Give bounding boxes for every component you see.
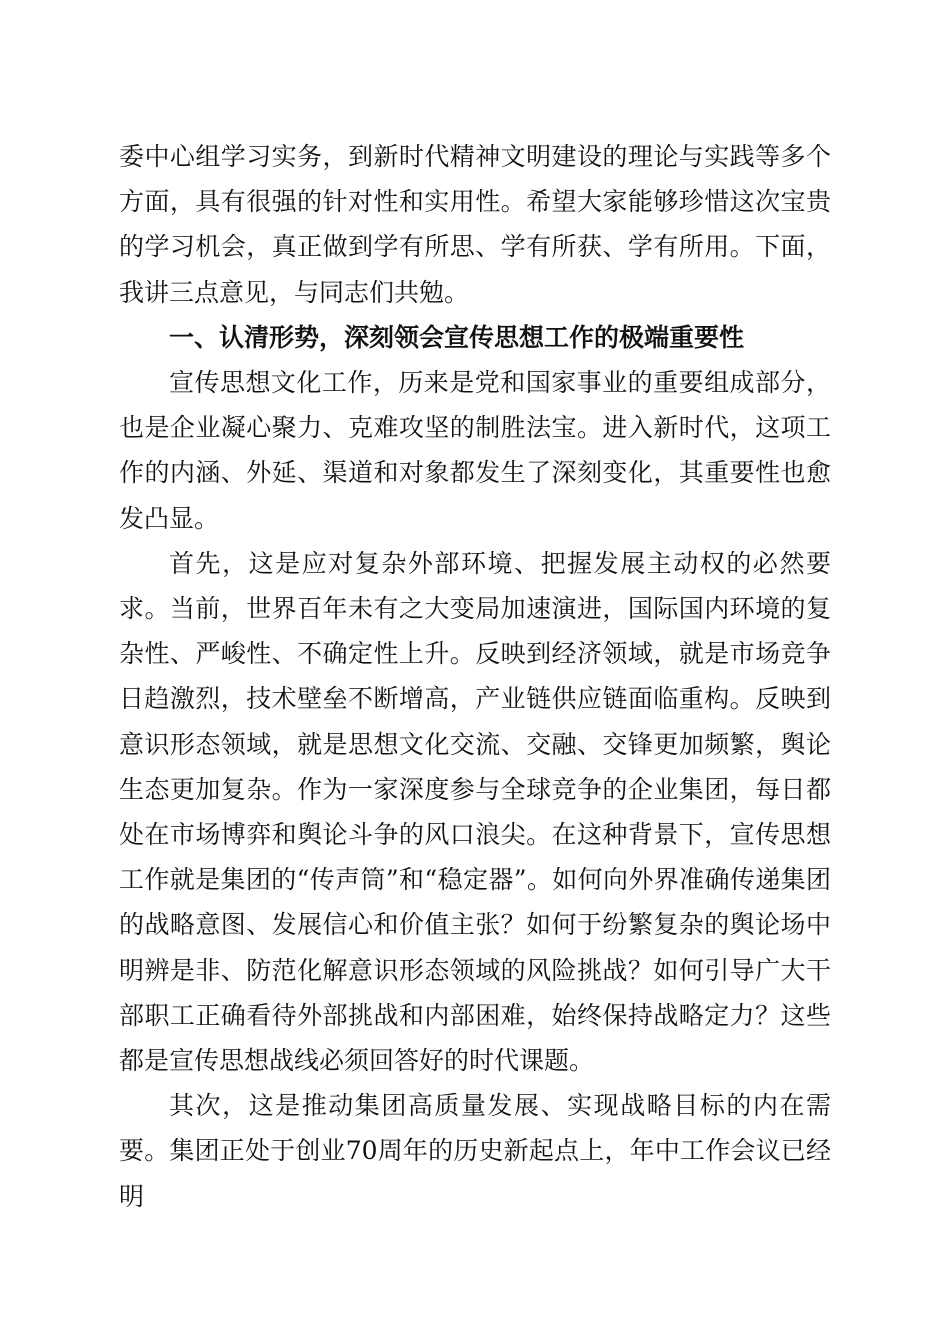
paragraph-second-point: 其次，这是推动集团高质量发展、实现战略目标的内在需要。集团正处于创业70周年的历史新起点上，年中工作会议已经明 bbox=[119, 1091, 831, 1211]
section-heading: 一、认清形势，深刻领会宣传思想工作的极端重要性 bbox=[169, 322, 745, 352]
paragraph-intro: 宣传思想文化工作，历来是党和国家事业的重要组成部分，也是企业凝心聚力、克难攻坚的制胜法宝。进入新时代，这项工作的内涵、外延、渠道和对象都发生了深刻变化，其重要性也愈发凸显。 bbox=[119, 368, 831, 533]
document-body bbox=[119, 134, 831, 1219]
paragraph-continuation: 委中心组学习实务，到新时代精神文明建设的理论与实践等多个方面，具有很强的针对性和实用性。希望大家能够珍惜这次宝贵的学习机会，真正做到学有所思、学有所获、学有所用。下面，我讲三点意见，与同志们共勉。 bbox=[119, 142, 831, 307]
paragraph-first-point: 首先，这是应对复杂外部环境、把握发展主动权的必然要求。当前，世界百年未有之大变局加速演进，国际国内环境的复杂性、严峻性、不确定性上升。反映到经济领域，就是市场竞争日趋激烈，技术壁垒不断增高，产业链供应链面临重构。反映到意识形态领域，就是思想文化交流、交融、交锋更加频繁，舆论生态更加复杂。作为一家深度参与全球竞争的企业集团，每日都处在市场博弈和舆论斗争的风口浪尖。在这种背景下，宣传思想工作就是集团的“传声筒”和“稳定器”。如何向外界准确传递集团的战略意图、发展信心和价值主张？如何于纷繁复杂的舆论场中明辨是非、防范化解意识形态领域的风险挑战？如何引导广大干部职工正确看待外部挑战和内部困难，始终保持战略定力？这些都是宣传思想战线必须回答好的时代课题。 bbox=[119, 548, 831, 1076]
